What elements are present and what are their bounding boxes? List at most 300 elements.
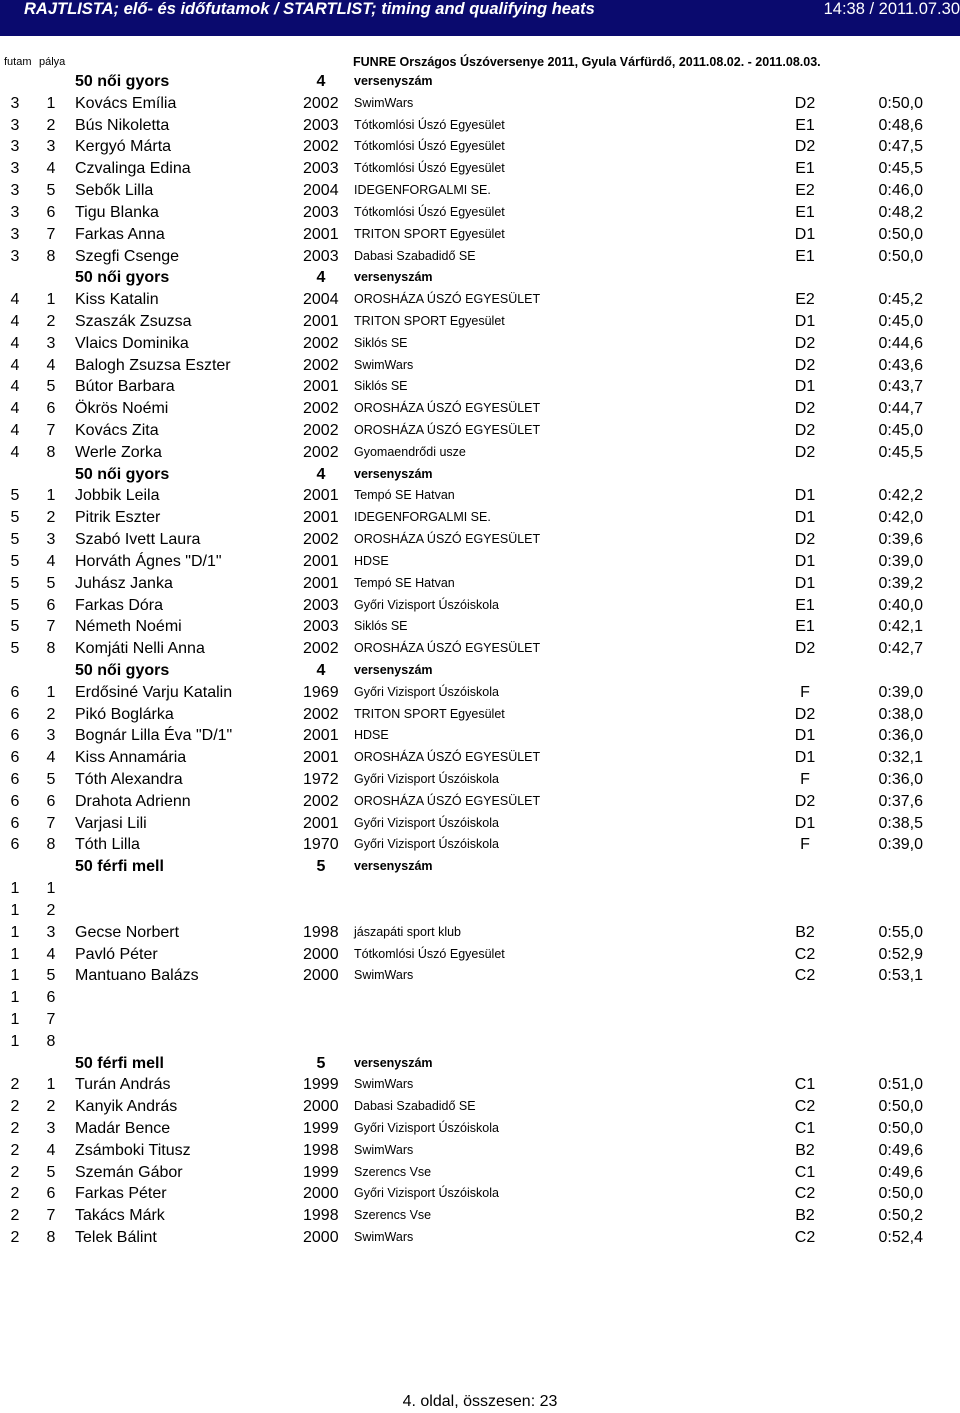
swimmer-name: Szabó Ivett Laura [75, 531, 201, 549]
swimmer-name: Gecse Norbert [75, 923, 180, 941]
age-category: E1 [795, 247, 815, 265]
lane-number: 2 [46, 509, 56, 527]
entry-time: 0:50,0 [878, 247, 923, 265]
table-row [0, 1162, 960, 1184]
lane-number: 8 [46, 247, 56, 265]
table-row [0, 180, 960, 202]
age-category: C2 [794, 1098, 816, 1116]
entry-time: 0:52,4 [878, 1229, 923, 1247]
club-name: TRITON SPORT Egyesület [354, 313, 505, 328]
age-category: E2 [795, 291, 815, 309]
birth-year: 2002 [303, 334, 339, 352]
table-row [0, 420, 960, 442]
age-category: C2 [794, 1185, 816, 1203]
age-category: D2 [794, 640, 816, 658]
age-category: E2 [795, 182, 815, 200]
competition-title: FUNRE Országos Úszóversenye 2011, Gyula Várfürdő, 2011.08.02. - 2011.08.03. [353, 55, 821, 69]
swimmer-name: Mantuano Balázs [75, 967, 199, 985]
swimmer-name: Ökrös Noémi [75, 400, 169, 418]
heat-number: 3 [10, 94, 20, 112]
age-category: C2 [794, 1229, 816, 1247]
birth-year: 2001 [303, 749, 339, 767]
lane-number: 4 [46, 1141, 56, 1159]
age-category: E1 [795, 203, 815, 221]
club-name: Tótkomlósi Úszó Egyesület [354, 139, 505, 154]
swimmer-name: Zsámboki Titusz [75, 1141, 191, 1159]
event-label: versenyszám [354, 859, 433, 874]
heat-number: 2 [10, 1163, 20, 1181]
swimmer-name: Czvalinga Edina [75, 160, 191, 178]
lane-number: 3 [46, 1120, 56, 1137]
lane-number: 4 [46, 160, 56, 178]
table-row [0, 725, 960, 747]
swimmer-name: Farkas Anna [75, 225, 165, 243]
lane-number: 6 [46, 989, 56, 1007]
table-row [0, 398, 960, 420]
page-title: RAJTLISTA; elő- és időfutamok / STARTLIST; timing and qualifying heats [24, 0, 595, 18]
swimmer-name: Farkas Dóra [75, 596, 164, 614]
birth-year: 1998 [303, 1207, 339, 1225]
table-row [0, 202, 960, 224]
club-name: SwimWars [354, 95, 414, 110]
lane-number: 7 [46, 618, 56, 636]
club-name: SwimWars [354, 968, 414, 983]
birth-year: 2000 [303, 1098, 339, 1116]
lane-number: 1 [46, 94, 56, 112]
club-name: Győri Vizisport Úszóiskola [354, 1121, 499, 1135]
event-header-row [0, 267, 960, 289]
age-category: D1 [794, 378, 816, 396]
table-row [0, 813, 960, 835]
lane-number: 5 [46, 967, 56, 985]
lane-number: 7 [46, 1207, 56, 1225]
birth-year: 2002 [303, 443, 339, 461]
heat-number: 2 [10, 1207, 20, 1225]
lane-number: 8 [46, 836, 56, 854]
table-row [0, 376, 960, 398]
swimmer-name: Pavló Péter [75, 945, 158, 963]
column-header [0, 54, 960, 70]
lane-number: 5 [46, 1163, 56, 1181]
event-header-row [0, 71, 960, 93]
heat-number: 3 [10, 247, 20, 265]
entry-time: 0:55,0 [878, 923, 923, 941]
entry-time: 0:43,7 [878, 378, 923, 396]
table-row [0, 1118, 960, 1140]
table-row [0, 355, 960, 377]
heat-number: 6 [10, 683, 20, 701]
age-category: C1 [794, 1163, 816, 1181]
event-name: 50 férfi mell [75, 1054, 164, 1072]
entry-time: 0:45,2 [878, 291, 923, 309]
table-row [0, 900, 960, 922]
table-row [0, 1074, 960, 1096]
heat-number: 6 [10, 749, 20, 767]
table-row [0, 551, 960, 573]
entry-time: 0:49,6 [878, 1141, 923, 1159]
age-category: F [800, 683, 810, 701]
age-category: D2 [794, 531, 816, 549]
table-row [0, 616, 960, 638]
club-name: SwimWars [354, 357, 414, 372]
table-row [0, 158, 960, 180]
heat-number: 1 [10, 880, 20, 898]
event-header-row [0, 464, 960, 486]
event-header-row [0, 660, 960, 682]
table-row [0, 1096, 960, 1118]
age-category: D2 [794, 138, 816, 156]
table-row [0, 704, 960, 726]
swimmer-name: Tóth Lilla [75, 836, 140, 854]
table-row [0, 136, 960, 158]
table-row [0, 442, 960, 464]
birth-year: 2001 [303, 225, 339, 243]
heat-number: 1 [10, 945, 20, 963]
swimmer-name: Telek Bálint [75, 1229, 157, 1247]
heat-number: 5 [10, 552, 20, 570]
entry-time: 0:47,5 [878, 138, 923, 156]
entry-time: 0:48,6 [878, 116, 923, 134]
swimmer-name: Bútor Barbara [75, 378, 175, 396]
birth-year: 2000 [303, 967, 339, 985]
lane-number: 6 [46, 1185, 56, 1203]
lane-number: 3 [46, 923, 56, 941]
swimmer-name: Sebők Lilla [75, 182, 154, 200]
heat-number: 4 [10, 443, 20, 461]
club-name: Győri Vizisport Úszóiskola [354, 815, 499, 830]
age-category: D2 [794, 400, 816, 418]
age-category: B2 [795, 1141, 815, 1159]
swimmer-name: Kovács Zita [75, 422, 159, 439]
entry-time: 0:53,1 [878, 967, 923, 985]
entry-time: 0:45,5 [878, 160, 923, 178]
lane-number: 3 [46, 531, 56, 549]
heat-number: 6 [10, 836, 20, 854]
swimmer-name: Farkas Péter [75, 1185, 167, 1203]
club-name: Tótkomlósi Úszó Egyesület [354, 161, 505, 176]
birth-year: 1969 [303, 683, 339, 701]
club-name: Siklós SE [354, 619, 408, 634]
club-name: Tempó SE Hatvan [354, 488, 455, 503]
birth-year: 2003 [303, 247, 339, 265]
birth-year: 2003 [303, 596, 339, 614]
table-row [0, 595, 960, 617]
heat-number: 1 [10, 989, 20, 1007]
birth-year: 2002 [303, 422, 339, 439]
print-timestamp: 14:38 / 2011.07.30 [823, 0, 960, 18]
table-row [0, 944, 960, 966]
table-row [0, 246, 960, 268]
entry-time: 0:42,1 [878, 618, 923, 636]
age-category: E1 [795, 116, 815, 134]
entry-time: 0:46,0 [878, 182, 923, 200]
age-category: B2 [795, 1207, 815, 1225]
lane-number: 7 [46, 225, 56, 243]
event-number: 4 [316, 661, 326, 679]
club-name: Győri Vizisport Úszóiskola [354, 597, 499, 612]
club-name: Tótkomlósi Úszó Egyesület [354, 117, 505, 132]
club-name: jászapáti sport klub [354, 924, 462, 939]
entry-time: 0:42,7 [878, 640, 923, 658]
birth-year: 1999 [303, 1076, 339, 1094]
birth-year: 2001 [303, 574, 339, 592]
age-category: D2 [794, 443, 816, 461]
entry-time: 0:42,0 [878, 509, 923, 527]
heat-number: 1 [10, 901, 20, 919]
age-category: D2 [794, 705, 816, 723]
birth-year: 2001 [303, 378, 339, 396]
age-category: D1 [794, 552, 816, 570]
entry-time: 0:39,6 [878, 531, 923, 549]
birth-year: 2001 [303, 727, 339, 745]
birth-year: 2002 [303, 94, 339, 112]
lane-number: 6 [46, 596, 56, 614]
event-number: 4 [316, 269, 326, 287]
age-category: D2 [794, 356, 816, 374]
entry-time: 0:52,9 [878, 945, 923, 963]
heat-number: 2 [10, 1229, 20, 1247]
table-row [0, 965, 960, 987]
lane-number: 7 [46, 422, 56, 439]
lane-number: 7 [46, 1010, 56, 1028]
table-row [0, 1031, 960, 1053]
swimmer-name: Szemán Gábor [75, 1163, 183, 1181]
lane-number: 4 [46, 945, 56, 963]
entry-time: 0:50,2 [878, 1207, 923, 1225]
entry-time: 0:38,5 [878, 814, 923, 832]
table-row [0, 1009, 960, 1031]
swimmer-name: Kanyik András [75, 1098, 178, 1116]
event-header-row [0, 856, 960, 878]
birth-year: 1970 [303, 836, 339, 854]
title-bar [0, 0, 960, 36]
table-row [0, 834, 960, 856]
lane-number: 7 [46, 814, 56, 832]
startlist-table [0, 71, 960, 1249]
heat-number: 4 [10, 334, 20, 352]
entry-time: 0:45,0 [878, 312, 923, 330]
club-name: TRITON SPORT Egyesület [354, 706, 505, 721]
heat-number: 6 [10, 771, 20, 788]
lane-number: 2 [46, 705, 56, 723]
table-row [0, 93, 960, 115]
lane-number: 6 [46, 792, 56, 810]
table-row [0, 922, 960, 944]
event-number: 4 [316, 465, 326, 483]
lane-number: 8 [46, 1032, 56, 1050]
age-category: C2 [794, 945, 816, 963]
birth-year: 2004 [303, 182, 339, 200]
lane-number: 1 [46, 683, 56, 701]
swimmer-name: Szaszák Zsuzsa [75, 312, 192, 330]
club-name: Győri Vizisport Úszóiskola [354, 684, 499, 699]
swimmer-name: Drahota Adrienn [75, 792, 191, 810]
heat-number: 5 [10, 487, 20, 505]
heat-number: 4 [10, 378, 20, 396]
heat-number: 1 [10, 1010, 20, 1028]
lane-number: 2 [46, 901, 56, 919]
table-row [0, 1183, 960, 1205]
entry-time: 0:36,0 [878, 771, 923, 788]
heat-number: 1 [10, 1032, 20, 1050]
heat-number: 1 [10, 923, 20, 941]
age-category: B2 [795, 923, 815, 941]
table-row [0, 289, 960, 311]
age-category: D1 [794, 509, 816, 527]
club-name: Dabasi Szabadidő SE [354, 248, 476, 263]
entry-time: 0:48,2 [878, 203, 923, 221]
swimmer-name: Kovács Emília [75, 94, 177, 112]
lane-number: 4 [46, 749, 56, 767]
event-header-row [0, 1053, 960, 1075]
lane-number: 1 [46, 487, 56, 505]
lane-number: 1 [46, 1076, 56, 1094]
age-category: D2 [794, 792, 816, 810]
swimmer-name: Kiss Katalin [75, 291, 159, 309]
heat-number: 2 [10, 1076, 20, 1094]
heat-number: 5 [10, 596, 20, 614]
heat-number: 4 [10, 291, 20, 309]
age-category: C1 [794, 1076, 816, 1094]
entry-time: 0:39,0 [878, 552, 923, 570]
lane-number: 5 [46, 574, 56, 592]
table-row [0, 638, 960, 660]
heat-number: 5 [10, 574, 20, 592]
heat-number: 3 [10, 203, 20, 221]
event-number: 4 [316, 73, 326, 90]
entry-time: 0:39,0 [878, 683, 923, 701]
heat-number: 4 [10, 312, 20, 330]
age-category: D1 [794, 727, 816, 745]
table-row [0, 333, 960, 355]
heat-number: 6 [10, 792, 20, 810]
birth-year: 2001 [303, 312, 339, 330]
swimmer-name: Tigu Blanka [75, 203, 159, 221]
entry-time: 0:40,0 [878, 596, 923, 614]
swimmer-name: Balogh Zsuzsa Eszter [75, 356, 231, 374]
lane-number: 8 [46, 640, 56, 658]
heat-number: 2 [10, 1120, 20, 1137]
birth-year: 2002 [303, 531, 339, 549]
entry-time: 0:50,0 [878, 1120, 923, 1137]
birth-year: 2002 [303, 640, 339, 658]
event-name: 50 női gyors [75, 465, 170, 483]
event-number: 5 [316, 1054, 326, 1072]
page-footer: 4. oldal, összesen: 23 [402, 1393, 558, 1410]
swimmer-name: Komjáti Nelli Anna [75, 640, 205, 658]
table-row [0, 507, 960, 529]
lane-number: 4 [46, 356, 56, 374]
entry-time: 0:43,6 [878, 356, 923, 374]
birth-year: 2001 [303, 487, 339, 505]
club-name: TRITON SPORT Egyesület [354, 226, 505, 241]
birth-year: 2001 [303, 814, 339, 832]
table-row [0, 987, 960, 1009]
swimmer-name: Werle Zorka [75, 443, 162, 461]
club-name: Dabasi Szabadidő SE [354, 1099, 476, 1114]
heat-number: 5 [10, 509, 20, 527]
entry-time: 0:37,6 [878, 792, 923, 810]
lane-number: 6 [46, 203, 56, 221]
swimmer-name: Szegfi Csenge [75, 247, 180, 265]
club-name: Szerencs Vse [354, 1164, 432, 1179]
birth-year: 2002 [303, 400, 339, 418]
club-name: OROSHÁZA ÚSZÓ EGYESÜLET [354, 292, 541, 307]
birth-year: 2003 [303, 116, 339, 134]
lane-number: 4 [46, 552, 56, 570]
birth-year: 1999 [303, 1120, 339, 1137]
club-name: OROSHÁZA ÚSZÓ EGYESÜLET [354, 401, 541, 416]
swimmer-name: Horváth Ágnes "D/1" [75, 552, 222, 570]
club-name: HDSE [354, 728, 389, 743]
swimmer-name: Turán András [75, 1076, 171, 1094]
event-number: 5 [316, 858, 326, 876]
event-name: 50 női gyors [75, 661, 170, 679]
lane-number: 3 [46, 727, 56, 745]
age-category: E1 [795, 596, 815, 614]
table-row [0, 573, 960, 595]
swimmer-name: Vlaics Dominika [75, 334, 189, 352]
table-row [0, 485, 960, 507]
lane-number: 1 [46, 880, 56, 898]
event-label: versenyszám [354, 74, 433, 88]
heat-number: 1 [10, 967, 20, 985]
table-row [0, 224, 960, 246]
entry-time: 0:50,0 [878, 1185, 923, 1203]
entry-time: 0:50,0 [878, 225, 923, 243]
table-row [0, 529, 960, 551]
age-category: D1 [794, 487, 816, 505]
swimmer-name: Németh Noémi [75, 618, 182, 636]
age-category: D2 [794, 422, 816, 439]
lane-number: 2 [46, 312, 56, 330]
birth-year: 2002 [303, 138, 339, 156]
heat-number: 2 [10, 1185, 20, 1203]
birth-year: 1972 [303, 771, 339, 788]
entry-time: 0:50,0 [878, 1098, 923, 1116]
event-name: 50 női gyors [75, 73, 170, 90]
heat-number: 4 [10, 356, 20, 374]
entry-time: 0:44,7 [878, 400, 923, 418]
swimmer-name: Kiss Annamária [75, 749, 187, 767]
entry-time: 0:42,2 [878, 487, 923, 505]
swimmer-name: Tóth Alexandra [75, 771, 183, 788]
table-row [0, 1140, 960, 1162]
lane-number: 8 [46, 443, 56, 461]
birth-year: 2002 [303, 356, 339, 374]
birth-year: 2004 [303, 291, 339, 309]
swimmer-name: Varjasi Lili [75, 814, 147, 832]
lane-number: 2 [46, 116, 56, 134]
entry-time: 0:39,0 [878, 836, 923, 854]
table-row [0, 1205, 960, 1227]
swimmer-name: Erdősiné Varju Katalin [75, 683, 233, 701]
club-name: Siklós SE [354, 379, 408, 394]
age-category: E1 [795, 160, 815, 178]
swimmer-name: Takács Márk [75, 1207, 165, 1225]
birth-year: 2003 [303, 203, 339, 221]
club-name: OROSHÁZA ÚSZÓ EGYESÜLET [354, 532, 541, 547]
club-name: OROSHÁZA ÚSZÓ EGYESÜLET [354, 423, 541, 437]
swimmer-name: Bús Nikoletta [75, 116, 170, 134]
heat-number: 3 [10, 225, 20, 243]
birth-year: 2000 [303, 1185, 339, 1203]
event-label: versenyszám [354, 466, 433, 481]
birth-year: 2002 [303, 792, 339, 810]
heat-number: 6 [10, 814, 20, 832]
club-name: IDEGENFORGALMI SE. [354, 510, 491, 525]
birth-year: 1998 [303, 1141, 339, 1159]
